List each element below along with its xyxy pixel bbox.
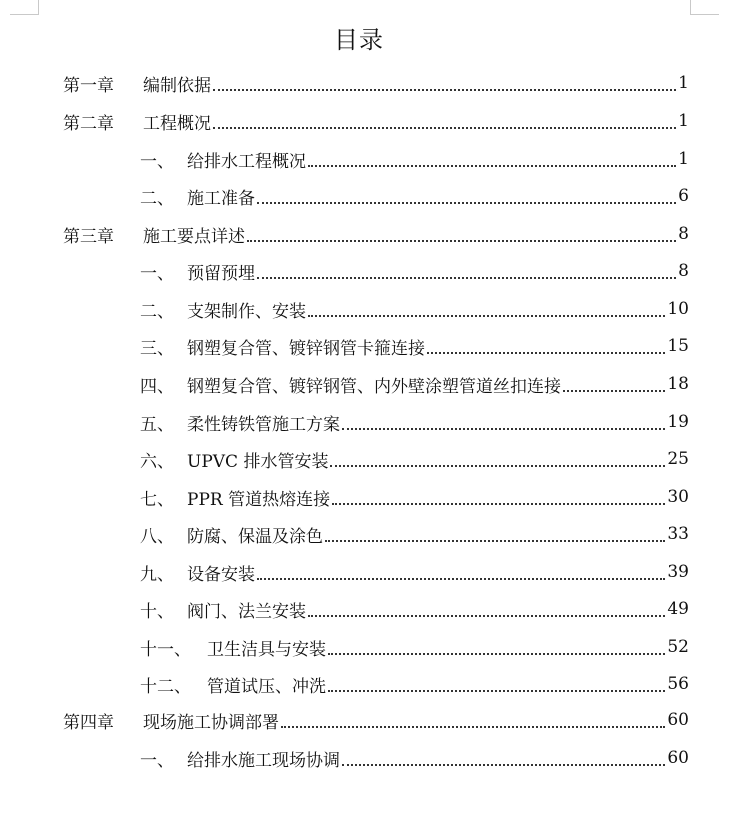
toc-entry-number: 第四章 [63,712,114,733]
toc-dot-leader [281,725,665,728]
toc-entry[interactable] [63,65,689,101]
toc-entry-number: 十一、 [140,639,191,660]
page-corner-mark-left [10,0,39,15]
toc-entry[interactable] [140,479,689,515]
toc-entry[interactable] [140,666,689,702]
toc-entry[interactable] [140,366,689,402]
toc-entry-number: 一、 [140,263,174,284]
toc-entry-page: 15 [667,336,689,356]
toc-entry-title: 给排水工程概况 [187,151,306,172]
toc-entry-number: 四、 [140,376,174,397]
toc-entry[interactable] [140,141,689,177]
toc-entry-page: 18 [667,374,689,394]
toc-dot-leader [328,689,665,692]
toc-dot-leader [308,614,665,617]
toc-title: 目录 [334,26,384,54]
toc-entry-number: 六、 [140,451,174,472]
toc-entry-number: 九、 [140,564,174,585]
toc-entry[interactable] [140,740,689,776]
toc-dot-leader [330,464,665,467]
toc-entry-number: 十、 [140,601,174,622]
toc-entry[interactable] [140,591,689,627]
toc-entry-title: 给排水施工现场协调 [187,750,340,771]
toc-dot-leader [213,88,676,91]
toc-dot-leader [342,763,665,766]
toc-dot-leader [427,351,665,354]
toc-dot-leader [308,314,665,317]
toc-dot-leader [257,577,665,580]
toc-entry-number: 一、 [140,750,174,771]
toc-entry-page: 60 [667,710,689,730]
toc-entry-title: 施工要点详述 [143,226,245,247]
toc-entry-page: 8 [678,261,689,281]
toc-entry-page: 60 [667,748,689,768]
toc-entry[interactable] [140,516,689,552]
toc-entry[interactable] [63,216,689,252]
toc-entry-title: 施工准备 [187,188,255,209]
toc-entry-page: 10 [667,299,689,319]
toc-entry-title: 编制依据 [143,75,211,96]
toc-entry-page: 1 [678,73,689,93]
toc-entry[interactable] [63,103,689,139]
toc-entry-number: 二、 [140,188,174,209]
toc-entry[interactable] [140,178,689,214]
toc-entry-number: 第三章 [63,226,114,247]
toc-dot-leader [247,239,676,242]
toc-entry-page: 25 [667,449,689,469]
toc-dot-leader [342,427,665,430]
toc-entry-title: PPR 管道热熔连接 [187,489,331,510]
toc-dot-leader [213,126,676,129]
toc-entry[interactable] [63,702,689,738]
toc-dot-leader [257,201,676,204]
toc-entry-title: 阀门、法兰安装 [187,601,306,622]
toc-entry[interactable] [140,441,689,477]
toc-entry-title: UPVC 排水管安装 [187,451,329,472]
toc-entry-number: 三、 [140,338,174,359]
toc-entry-page: 19 [667,412,689,432]
toc-entry[interactable] [140,629,689,665]
toc-entry-page: 30 [667,487,689,507]
toc-entry-title: 支架制作、安装 [187,301,306,322]
toc-entry-title: 预留预埋 [187,263,255,284]
toc-entry-page: 6 [678,186,689,206]
toc-entry[interactable] [140,291,689,327]
toc-dot-leader [563,389,665,392]
toc-entry-title: 设备安装 [187,564,255,585]
toc-entry-number: 第一章 [63,75,114,96]
toc-entry-title: 卫生洁具与安装 [207,639,326,660]
toc-entry[interactable] [140,328,689,364]
toc-entry-page: 1 [678,149,689,169]
toc-entry-title: 工程概况 [143,113,211,134]
toc-entry-number: 一、 [140,151,174,172]
toc-entry-number: 十二、 [140,676,191,697]
toc-entry-title: 现场施工协调部署 [143,712,279,733]
toc-dot-leader [325,539,665,542]
toc-entry-title: 钢塑复合管、镀锌钢管、内外壁涂塑管道丝扣连接 [187,376,561,397]
toc-entry-page: 39 [667,562,689,582]
toc-entry-page: 8 [678,224,689,244]
toc-dot-leader [308,164,676,167]
toc-entry-number: 二、 [140,301,174,322]
toc-dot-leader [332,502,665,505]
toc-entry-page: 1 [678,111,689,131]
toc-dot-leader [257,276,676,279]
toc-entry[interactable] [140,404,689,440]
toc-entry-page: 49 [667,599,689,619]
page-corner-mark-right [690,0,719,15]
toc-entry[interactable] [140,554,689,590]
toc-entry-number: 第二章 [63,113,114,134]
toc-entry-number: 八、 [140,526,174,547]
toc-dot-leader [328,652,665,655]
toc-entry-page: 56 [667,674,689,694]
toc-entry-title: 钢塑复合管、镀锌钢管卡箍连接 [187,338,425,359]
toc-entry-number: 五、 [140,414,174,435]
toc-entry-title: 防腐、保温及涂色 [187,526,323,547]
toc-entry-page: 52 [667,637,689,657]
toc-entry-number: 七、 [140,489,174,510]
toc-entry[interactable] [140,253,689,289]
toc-entry-title: 管道试压、冲洗 [207,676,326,697]
toc-entry-page: 33 [667,524,689,544]
toc-entry-title: 柔性铸铁管施工方案 [187,414,340,435]
